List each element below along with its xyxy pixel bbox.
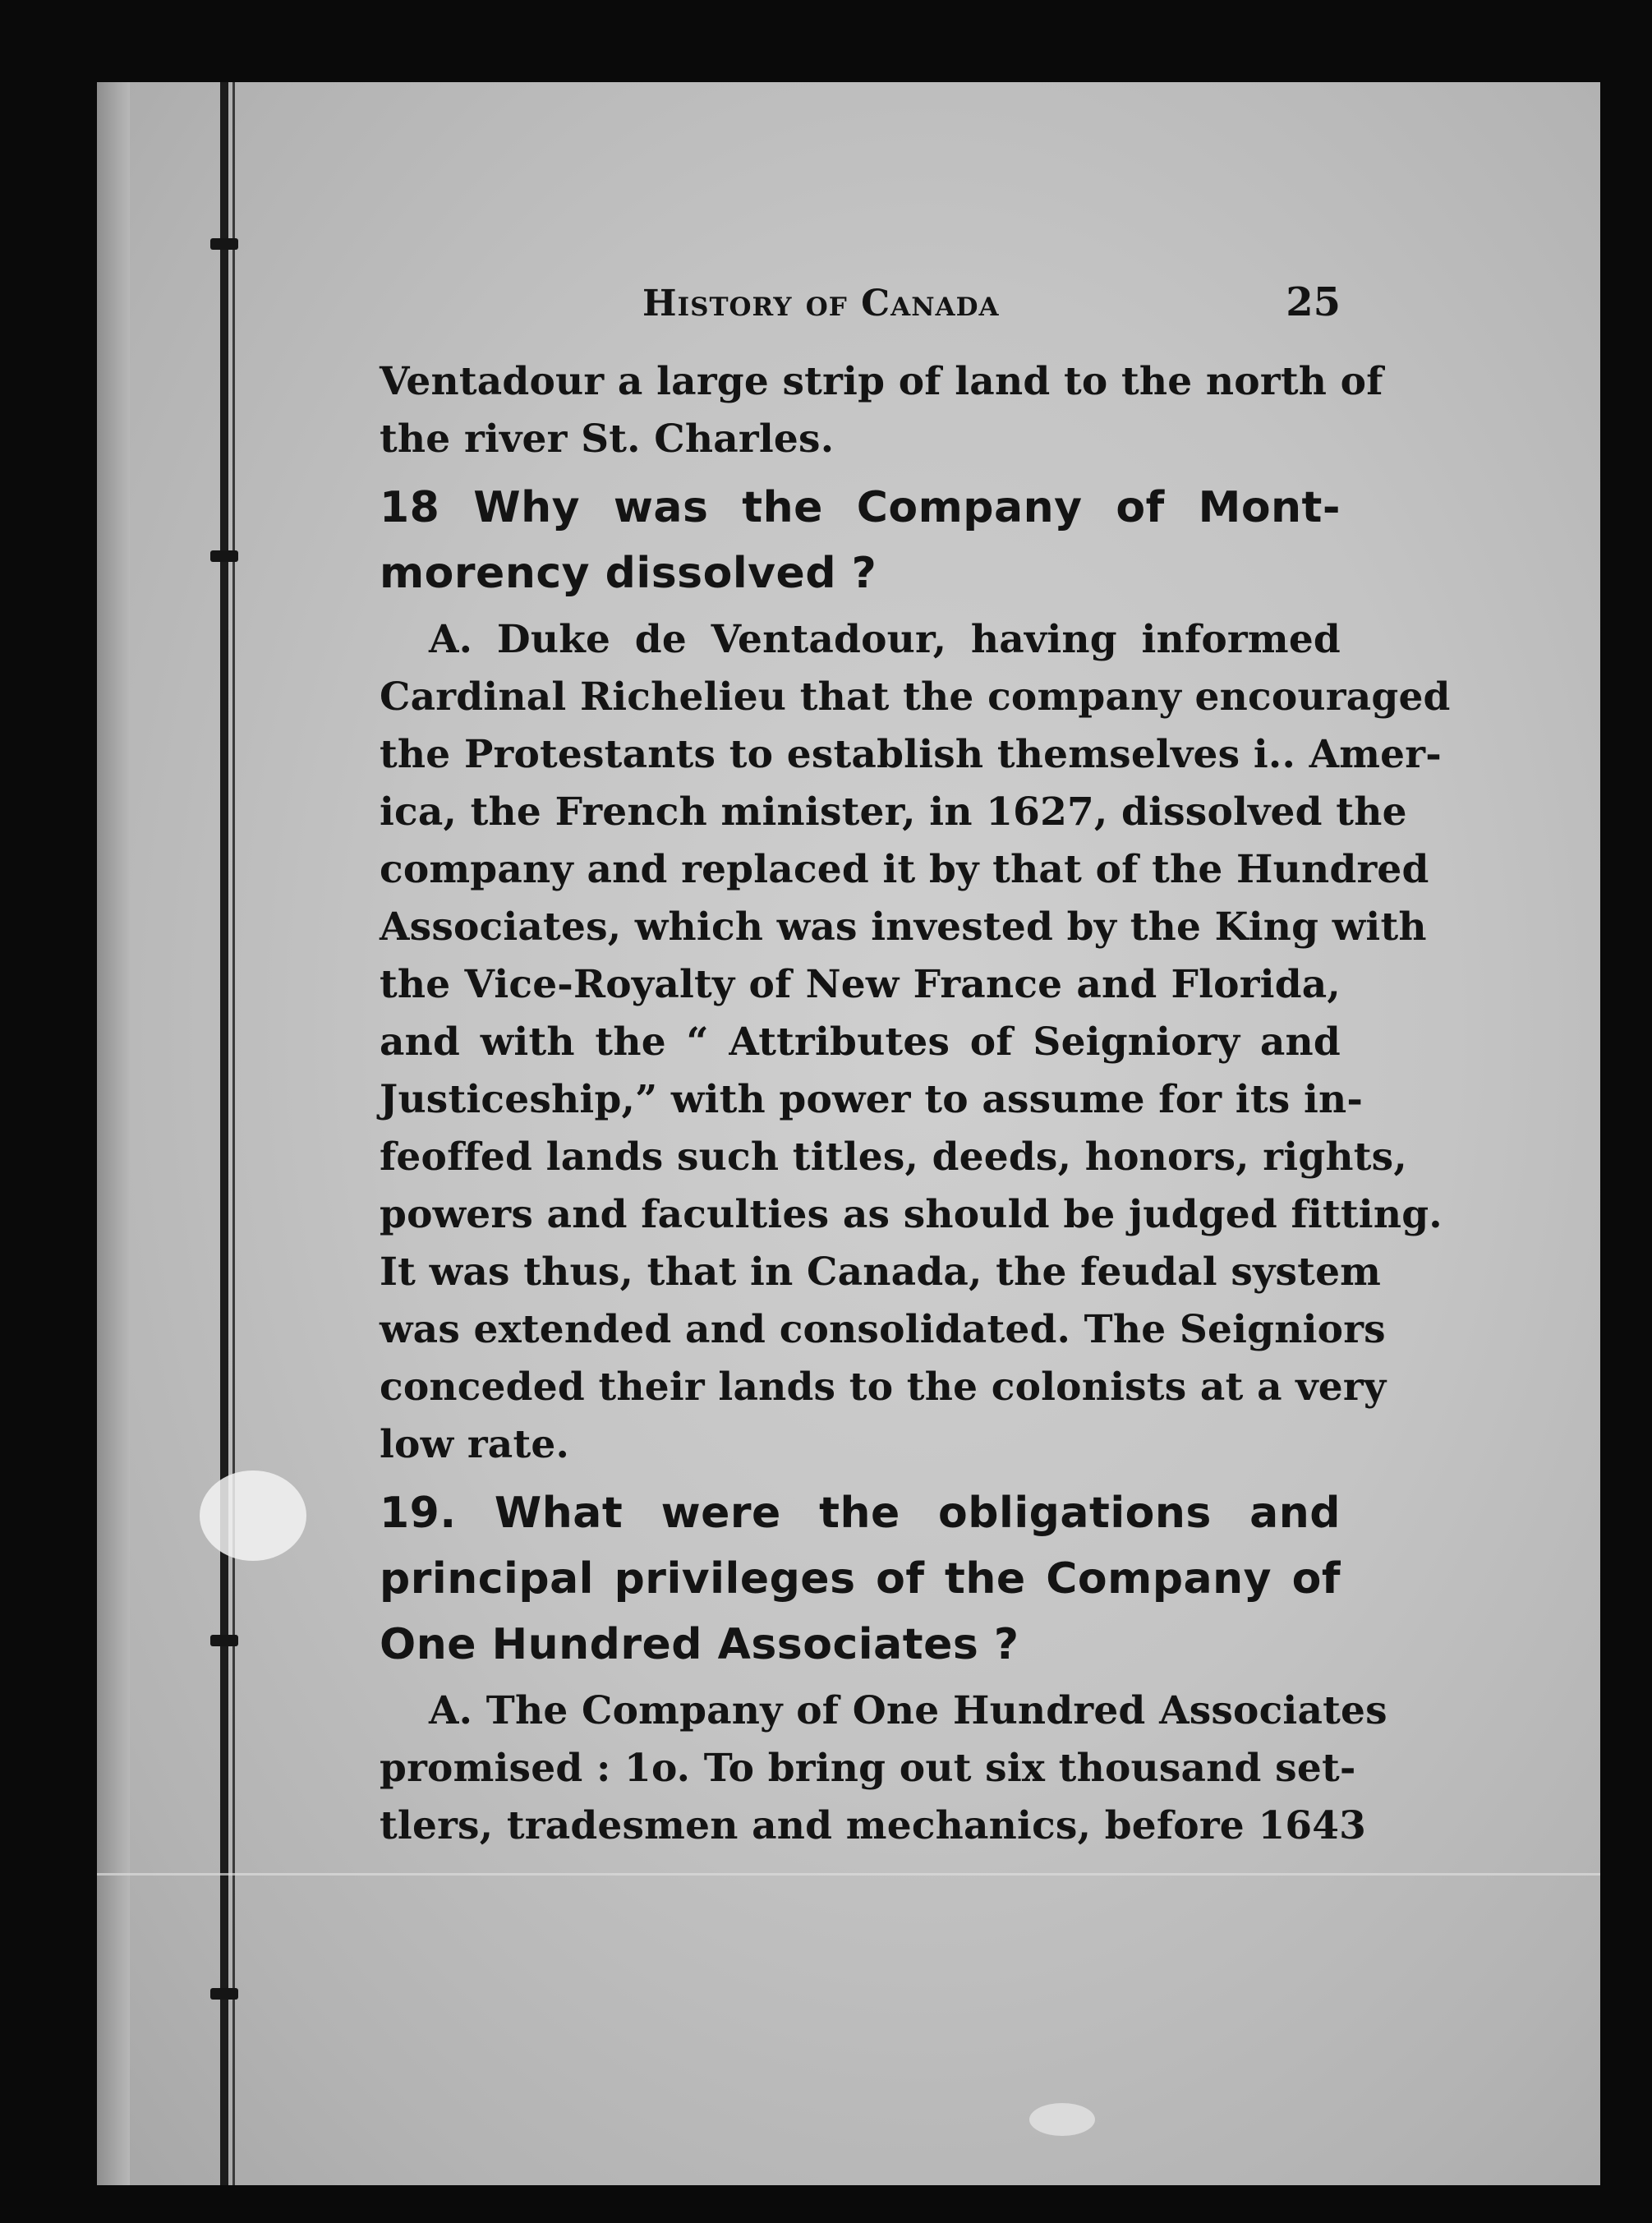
page-edge-shadow (97, 82, 130, 2185)
page-number: 25 (1286, 279, 1341, 325)
question-line: 18 Why was the Company of Mont- (380, 483, 1341, 532)
text-line: company and replaced it by that of the Hundred (380, 847, 1429, 892)
page-text (380, 279, 1451, 1855)
text-line: the Vice-Royalty of New France and Florida, (380, 962, 1341, 1007)
text-line: and with the “ Attributes of Seigniory and (380, 1019, 1341, 1065)
text-line: A. The Company of One Hundred Associates (429, 1688, 1387, 1733)
question-line: One Hundred Associates ? (380, 1620, 1019, 1669)
binding-stitch (210, 1635, 238, 1646)
text-line: powers and faculties as should be judged fitting. (380, 1192, 1443, 1237)
question-line: morency dissolved ? (380, 549, 877, 598)
page-fold-line (97, 1873, 1600, 1876)
text-line: tlers, tradesmen and mechanics, before 1643 (380, 1803, 1367, 1848)
text-line: low rate. (380, 1422, 570, 1467)
intro-paragraph (380, 353, 1383, 468)
question-19 (380, 1480, 1341, 1678)
text-line: feoffed lands such titles, deeds, honors, rights, (380, 1135, 1407, 1180)
binding-stitch (210, 550, 238, 562)
text-line: conceded their lands to the colonists at a very (380, 1365, 1387, 1410)
question-line: 19. What were the obligations and (380, 1489, 1341, 1538)
text-line: promised : 1o. To bring out six thousand set- (380, 1746, 1356, 1791)
question-line: principal privileges of the Company of (380, 1554, 1341, 1604)
text-line: Cardinal Richelieu that the company encouraged (380, 674, 1451, 720)
paper-stain (1029, 2103, 1095, 2136)
binding-spine-edge (232, 82, 235, 2185)
text-line: Associates, which was invested by the King with (380, 904, 1427, 950)
binding-stitch (210, 238, 238, 250)
text-line: Ventadour a large strip of land to the north of (380, 359, 1383, 404)
question-18 (380, 475, 1341, 606)
text-line: the river St. Charles. (380, 417, 835, 462)
paper-stain (200, 1470, 306, 1561)
binding-spine (220, 82, 228, 2185)
running-title: History of Canada (642, 283, 1000, 324)
binding-stitch (210, 1988, 238, 2000)
text-line: ica, the French minister, in 1627, dissolved the (380, 789, 1407, 835)
text-line: the Protestants to establish themselves i.. Amer- (380, 732, 1442, 777)
answer-19 (380, 1682, 1387, 1855)
text-line: It was thus, that in Canada, the feudal system (380, 1250, 1382, 1295)
running-head (642, 279, 1341, 325)
text-line: Justiceship,” with power to assume for its in- (380, 1077, 1364, 1122)
answer-18 (380, 611, 1451, 1474)
text-line: was extended and consolidated. The Seigniors (380, 1307, 1386, 1352)
text-line: A. Duke de Ventadour, having informed (429, 617, 1341, 662)
